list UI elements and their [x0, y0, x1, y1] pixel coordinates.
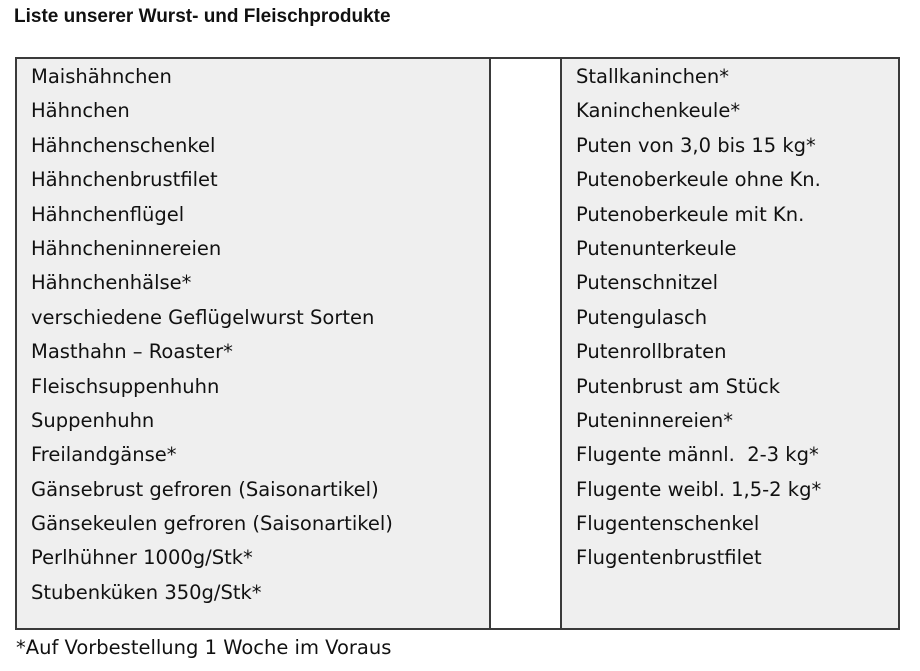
- product-item: Putenrollbraten: [576, 340, 727, 364]
- product-item: Perlhühner 1000g/Stk*: [31, 546, 253, 570]
- product-item: Gänsebrust gefroren (Saisonartikel): [31, 477, 379, 501]
- product-item: Hähnchenschenkel: [31, 133, 216, 157]
- page-title: Liste unserer Wurst- und Fleischprodukte: [14, 6, 391, 27]
- product-item: Putengulasch: [576, 305, 708, 329]
- left-product-list: [31, 60, 393, 610]
- product-item: Putenoberkeule mit Kn.: [576, 202, 805, 226]
- product-item: Fleischsuppenhuhn: [31, 374, 220, 398]
- product-item: verschiedene Geflügelwurst Sorten: [31, 305, 375, 329]
- left-product-column: [17, 59, 491, 628]
- product-item: Hähnchen: [31, 99, 130, 123]
- footnote: *Auf Vorbestellung 1 Woche im Voraus: [16, 636, 392, 659]
- product-item: Puteninnereien*: [576, 408, 734, 432]
- product-item: Kaninchenkeule*: [576, 99, 741, 123]
- product-item: Puten von 3,0 bis 15 kg*: [576, 133, 816, 157]
- product-item: Putenunterkeule: [576, 236, 737, 260]
- product-item: Flugente weibl. 1,5-2 kg*: [576, 477, 822, 501]
- product-item: Suppenhuhn: [31, 408, 155, 432]
- spacer-column: [491, 59, 560, 628]
- product-item: Freilandgänse*: [31, 443, 177, 467]
- right-product-column: [560, 59, 898, 628]
- product-table: [15, 57, 900, 630]
- product-item: Putenoberkeule ohne Kn.: [576, 168, 821, 192]
- product-item: Masthahn – Roaster*: [31, 340, 233, 364]
- product-item: Flugentenbrustfilet: [576, 546, 762, 570]
- product-item: Stallkaninchen*: [576, 65, 730, 88]
- product-item: Flugente männl. 2-3 kg*: [576, 443, 819, 467]
- product-item: Gänsekeulen gefroren (Saisonartikel): [31, 512, 393, 536]
- right-product-list: [576, 60, 821, 576]
- product-item: Stubenküken 350g/Stk*: [31, 580, 262, 604]
- product-item: Hähnchenflügel: [31, 202, 185, 226]
- product-item: Putenbrust am Stück: [576, 374, 781, 398]
- product-item: Hähnchenbrustfilet: [31, 168, 218, 192]
- product-item: Maishähnchen: [31, 65, 172, 88]
- product-item: Putenschnitzel: [576, 271, 719, 295]
- product-item: Flugentenschenkel: [576, 512, 760, 536]
- product-item: Hähncheninnereien: [31, 236, 222, 260]
- product-item: Hähnchenhälse*: [31, 271, 192, 295]
